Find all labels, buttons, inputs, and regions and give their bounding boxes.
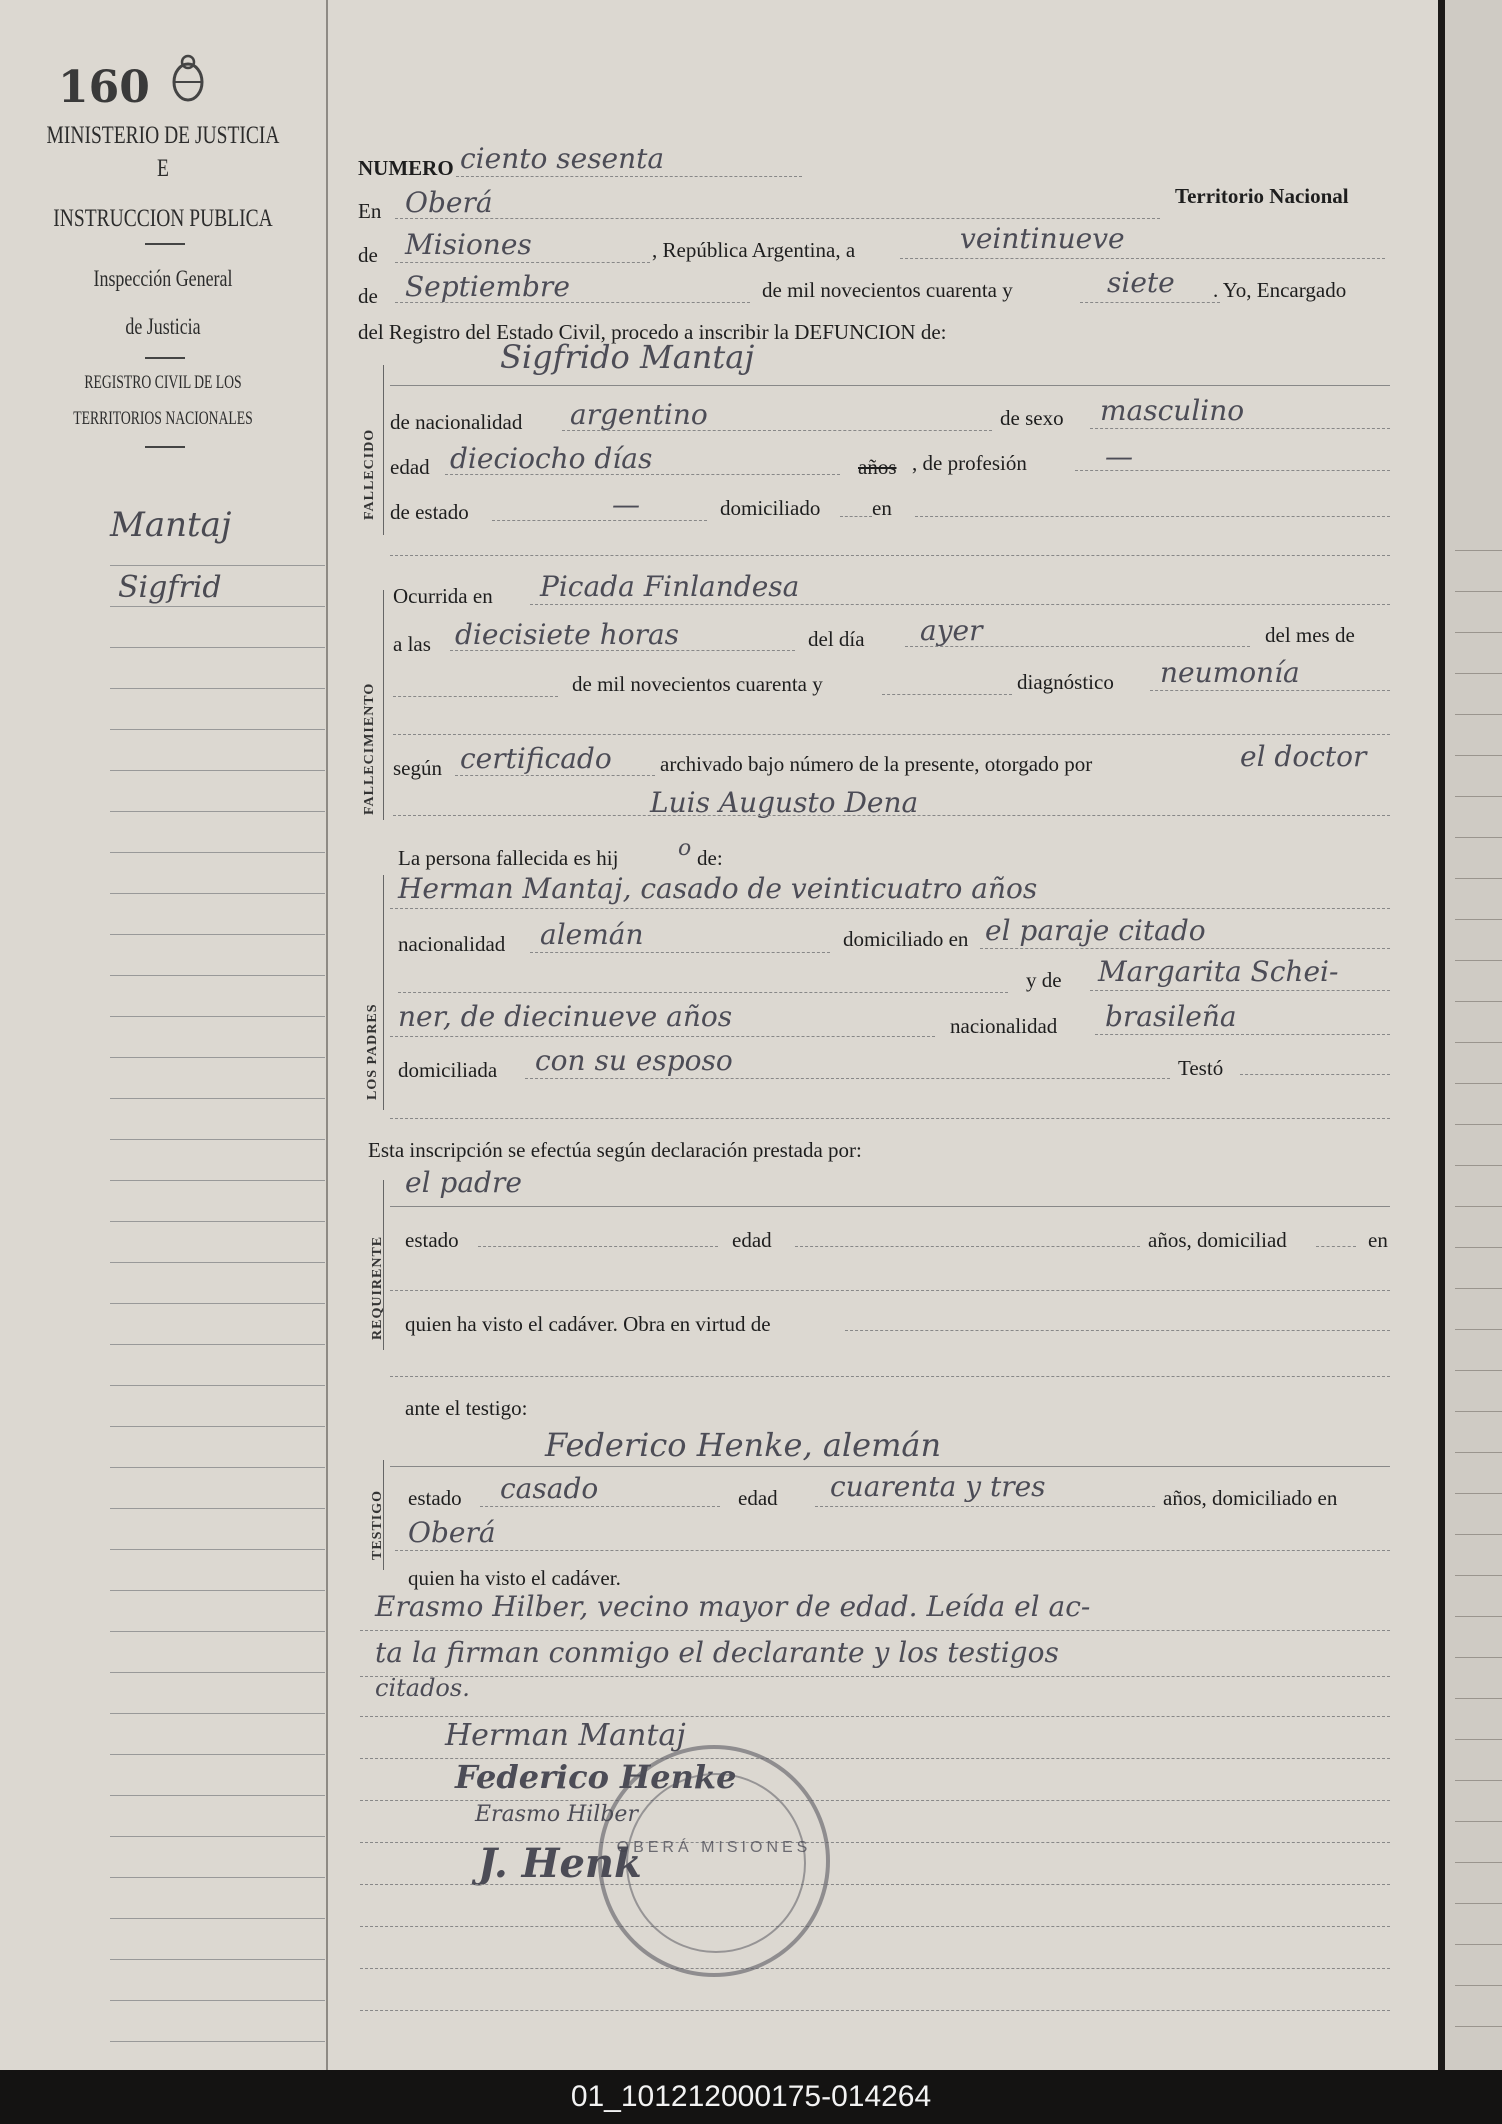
margin-ruled-line	[110, 852, 325, 853]
requirente-edad-label: edad	[732, 1228, 772, 1252]
margin-ruled-line	[110, 1631, 325, 1632]
adjacent-ruled-line	[1455, 1575, 1502, 1576]
fallecido-anos-label: años	[858, 455, 897, 479]
margin-ruled-line	[110, 1713, 325, 1714]
adjacent-ruled-line	[1455, 1698, 1502, 1699]
ministry-line-1: MINISTERIO DE JUSTICIA	[46, 122, 280, 149]
de-value: Misiones	[405, 228, 532, 261]
section-testigo: TESTIGO	[370, 1489, 385, 1560]
fallecido-sexo-value: masculino	[1100, 394, 1245, 427]
adjacent-ruled-line	[1455, 1001, 1502, 1002]
footer-identifier: 01_101212000175-014264	[0, 2070, 1502, 2124]
adjacent-ruled-line	[1455, 550, 1502, 551]
persona-label: La persona fallecida es hij	[398, 846, 619, 870]
margin-ruled-line	[110, 1672, 325, 1673]
numero-value: ciento sesenta	[460, 142, 665, 175]
margin-ruled-line	[110, 647, 325, 648]
fallecido-profesion-label: , de profesión	[912, 451, 1027, 475]
en-value: Oberá	[405, 186, 493, 219]
en-label: En	[358, 199, 382, 223]
margin-ruled-line	[110, 1877, 325, 1878]
margin-ruled-line	[110, 1467, 325, 1468]
margin-ruled-line	[110, 1754, 325, 1755]
testigo-anos-label: años, domiciliado en	[1163, 1486, 1338, 1510]
margin-ruled-line	[110, 934, 325, 935]
fallecido-domiciliado-label: domiciliado	[720, 496, 821, 520]
margin-ruled-line	[110, 1959, 325, 1960]
testigo-edad-value: cuarenta y tres	[830, 1470, 1046, 1503]
margin-ruled-line	[110, 1508, 325, 1509]
mes-value: Septiembre	[405, 270, 570, 303]
padres-nacionalidad2-label: nacionalidad	[950, 1014, 1058, 1038]
registro-label: del Registro del Estado Civil, procedo a inscribir la DEFUNCION de:	[358, 320, 947, 344]
republica-label: , República Argentina, a	[652, 238, 856, 262]
requirente-nombre: el padre	[405, 1166, 522, 1199]
adjacent-ruled-line	[1455, 1165, 1502, 1166]
fallecido-nacionalidad-label: de nacionalidad	[390, 410, 523, 434]
adjacent-ruled-line	[1455, 1944, 1502, 1945]
ministry-line-3: INSTRUCCION PUBLICA	[53, 205, 273, 232]
alas-label: a las	[393, 632, 431, 656]
padres-yde-label: y de	[1026, 968, 1062, 992]
margin-ruled-line	[110, 1385, 325, 1386]
fallecido-edad-label: edad	[390, 455, 430, 479]
adjacent-ruled-line	[1455, 1739, 1502, 1740]
margin-ruled-line	[110, 1918, 325, 1919]
margin-ruled-line	[110, 1303, 325, 1304]
inspection-line-1: Inspección General	[93, 266, 233, 291]
adjacent-ruled-line	[1455, 1452, 1502, 1453]
adjacent-ruled-line	[1455, 1206, 1502, 1207]
padres-nacionalidad2-value: brasileña	[1105, 1000, 1237, 1033]
adjacent-ruled-line	[1455, 837, 1502, 838]
adjacent-ruled-line	[1455, 1493, 1502, 1494]
adjacent-ruled-line	[1455, 632, 1502, 633]
margin-ruled-line	[110, 2041, 325, 2042]
fallecido-nacionalidad-value: argentino	[570, 398, 708, 431]
anio-value: siete	[1107, 266, 1175, 299]
adjacent-ruled-line	[1455, 1124, 1502, 1125]
margin-ruled-line	[110, 1057, 325, 1058]
testo-label: Testó	[1178, 1056, 1224, 1080]
dia-value: veintinueve	[960, 222, 1125, 255]
inspection-line-2: de Justicia	[125, 314, 201, 339]
padre-value: Herman Mantaj, casado de veinticuatro años	[398, 872, 1038, 905]
fallecido-profesion-value: —	[1105, 440, 1133, 473]
requirente-visto-label: quien ha visto el cadáver. Obra en virtud de	[405, 1312, 771, 1336]
margin-ruled-line	[110, 1262, 325, 1263]
doctor-value: Luis Augusto Dena	[650, 786, 919, 819]
fallecido-en-label: en	[872, 496, 892, 520]
adjacent-ruled-line	[1455, 2026, 1502, 2027]
adjacent-ruled-line	[1455, 673, 1502, 674]
segun-value: certificado	[460, 742, 612, 775]
margin-note-name: Sigfrid	[118, 570, 222, 605]
margin-ruled-line	[110, 893, 325, 894]
madre-cont: ner, de diecinueve años	[398, 1000, 733, 1033]
testigo-domicilio: Oberá	[408, 1516, 496, 1549]
adjacent-ruled-line	[1455, 1657, 1502, 1658]
fallecido-estado-value: —	[612, 488, 640, 521]
section-fallecido: FALLECIDO	[362, 428, 377, 520]
adjacent-ruled-line	[1455, 1616, 1502, 1617]
section-requirente: REQUIRENTE	[370, 1235, 385, 1340]
margin-ruled-line	[110, 1590, 325, 1591]
adjacent-ruled-line	[1455, 1903, 1502, 1904]
ocurrida-label: Ocurrida en	[393, 584, 493, 608]
archivado-label: archivado bajo número de la presente, otorgado por	[660, 752, 1093, 776]
numero-label: NUMERO	[358, 156, 454, 180]
fallecido-edad-value: dieciocho días	[450, 442, 653, 475]
adjacent-ruled-line	[1455, 1985, 1502, 1986]
closing-line-2: ta la firman conmigo el declarante y los testigos	[375, 1636, 1059, 1669]
margin-rule	[145, 446, 185, 448]
diagnostico-value: neumonía	[1160, 656, 1300, 689]
delmes-label: del mes de	[1265, 623, 1355, 647]
testigo-estado-value: casado	[500, 1472, 599, 1505]
yo-label: . Yo, Encargado	[1213, 278, 1347, 302]
padres-domiciliado-value: el paraje citado	[985, 914, 1206, 947]
testigo-estado-label: estado	[408, 1486, 462, 1510]
adjacent-ruled-line	[1455, 1370, 1502, 1371]
testigo-ante-label: ante el testigo:	[405, 1396, 528, 1420]
stamp-text: OBERÁ MISIONES	[616, 1839, 812, 1856]
margin-ruled-line	[110, 1836, 325, 1837]
signature-2: Federico Henke	[455, 1758, 737, 1796]
margin-note-surname: Mantaj	[110, 505, 232, 545]
adjacent-ruled-line	[1455, 1083, 1502, 1084]
margin-ruled-line	[110, 606, 325, 607]
adjacent-ruled-line	[1455, 1247, 1502, 1248]
diagnostico-label: diagnóstico	[1017, 670, 1114, 694]
margin-ruled-line	[110, 688, 325, 689]
territorio-label: Territorio Nacional	[1175, 184, 1349, 208]
national-coat-of-arms-icon	[170, 52, 206, 104]
margin-ruled-line	[110, 1549, 325, 1550]
margin-ruled-line	[110, 565, 325, 566]
closing-line-1: Erasmo Hilber, vecino mayor de edad. Leída el ac-	[375, 1590, 1091, 1623]
registry-stamp	[598, 1745, 830, 1977]
signature-4: J. Henk	[478, 1840, 642, 1887]
fallecido-sexo-label: de sexo	[1000, 406, 1064, 430]
adjacent-ruled-line	[1455, 1288, 1502, 1289]
padres-de-label: de:	[697, 846, 723, 870]
adjacent-ruled-line	[1455, 960, 1502, 961]
margin-ruled-line	[110, 1180, 325, 1181]
margin-ruled-line	[110, 770, 325, 771]
segun-label: según	[393, 756, 442, 780]
hora-value: diecisiete horas	[455, 618, 680, 651]
testigo-nombre: Federico Henke, alemán	[545, 1426, 942, 1464]
adjacent-ruled-line	[1455, 714, 1502, 715]
margin-divider	[326, 0, 328, 2070]
signature-3: Erasmo Hilber	[475, 1802, 638, 1827]
margin-ruled-line	[110, 1221, 325, 1222]
margin-rule	[145, 357, 185, 359]
registry-line-2: TERRITORIOS NACIONALES	[73, 408, 253, 429]
section-fallecimiento: FALLECIMIENTO	[362, 682, 377, 815]
declaracion-label: Esta inscripción se efectúa según declaración prestada por:	[368, 1138, 862, 1162]
mil-label: de mil novecientos cuarenta y	[762, 278, 1013, 302]
otorgado-value: el doctor	[1240, 740, 1367, 773]
registry-line-1: REGISTRO CIVIL DE LOS	[84, 372, 242, 393]
adjacent-ruled-line	[1455, 591, 1502, 592]
requirente-anos-label: años, domiciliad	[1148, 1228, 1287, 1252]
fallecido-nombre: Sigfrido Mantaj	[500, 338, 755, 376]
signature-1: Herman Mantaj	[445, 1718, 686, 1753]
requirente-estado-label: estado	[405, 1228, 459, 1252]
adjacent-ruled-line	[1455, 1534, 1502, 1535]
deldia-label: del día	[808, 627, 865, 651]
de2-label: de	[358, 284, 378, 308]
margin-ruled-line	[110, 1795, 325, 1796]
adjacent-ruled-line	[1455, 1862, 1502, 1863]
margin-ruled-line	[110, 729, 325, 730]
padres-domiciliada-value: con su esposo	[535, 1044, 733, 1077]
margin-rule	[145, 243, 185, 245]
margin-ruled-line	[110, 1098, 325, 1099]
page-number: 160	[58, 62, 150, 113]
adjacent-ruled-line	[1455, 755, 1502, 756]
requirente-en-label: en	[1368, 1228, 1388, 1252]
margin-ruled-line	[110, 1426, 325, 1427]
testigo-visto-label: quien ha visto el cadáver.	[408, 1566, 621, 1590]
closing-line-3: citados.	[375, 1674, 470, 1702]
margin-ruled-line	[110, 2000, 325, 2001]
adjacent-ruled-line	[1455, 919, 1502, 920]
adjacent-page-edge	[1445, 0, 1502, 2070]
margin-ruled-line	[110, 1139, 325, 1140]
testigo-edad-label: edad	[738, 1486, 778, 1510]
adjacent-ruled-line	[1455, 878, 1502, 879]
hijo-suffix: o	[678, 836, 692, 861]
ministry-line-2: E	[157, 155, 169, 182]
margin-ruled-line	[110, 1016, 325, 1017]
de-label: de	[358, 243, 378, 267]
fallecimiento-mil-label: de mil novecientos cuarenta y	[572, 672, 823, 696]
ocurrida-value: Picada Finlandesa	[540, 570, 800, 603]
dia-value: ayer	[920, 614, 983, 647]
margin-ruled-line	[110, 811, 325, 812]
section-padres: LOS PADRES	[365, 1003, 380, 1100]
margin-ruled-line	[110, 1344, 325, 1345]
adjacent-ruled-line	[1455, 1821, 1502, 1822]
adjacent-ruled-line	[1455, 1042, 1502, 1043]
adjacent-ruled-line	[1455, 1411, 1502, 1412]
margin-ruled-line	[110, 975, 325, 976]
padres-nacionalidad-value: alemán	[540, 918, 644, 951]
adjacent-ruled-line	[1455, 1780, 1502, 1781]
padres-domiciliada-label: domiciliada	[398, 1058, 498, 1082]
padres-nacionalidad-label: nacionalidad	[398, 932, 506, 956]
fallecido-estado-label: de estado	[390, 500, 469, 524]
padres-domiciliado-label: domiciliado en	[843, 927, 969, 951]
adjacent-ruled-line	[1455, 1329, 1502, 1330]
adjacent-ruled-line	[1455, 796, 1502, 797]
madre-value: Margarita Schei-	[1098, 955, 1339, 988]
